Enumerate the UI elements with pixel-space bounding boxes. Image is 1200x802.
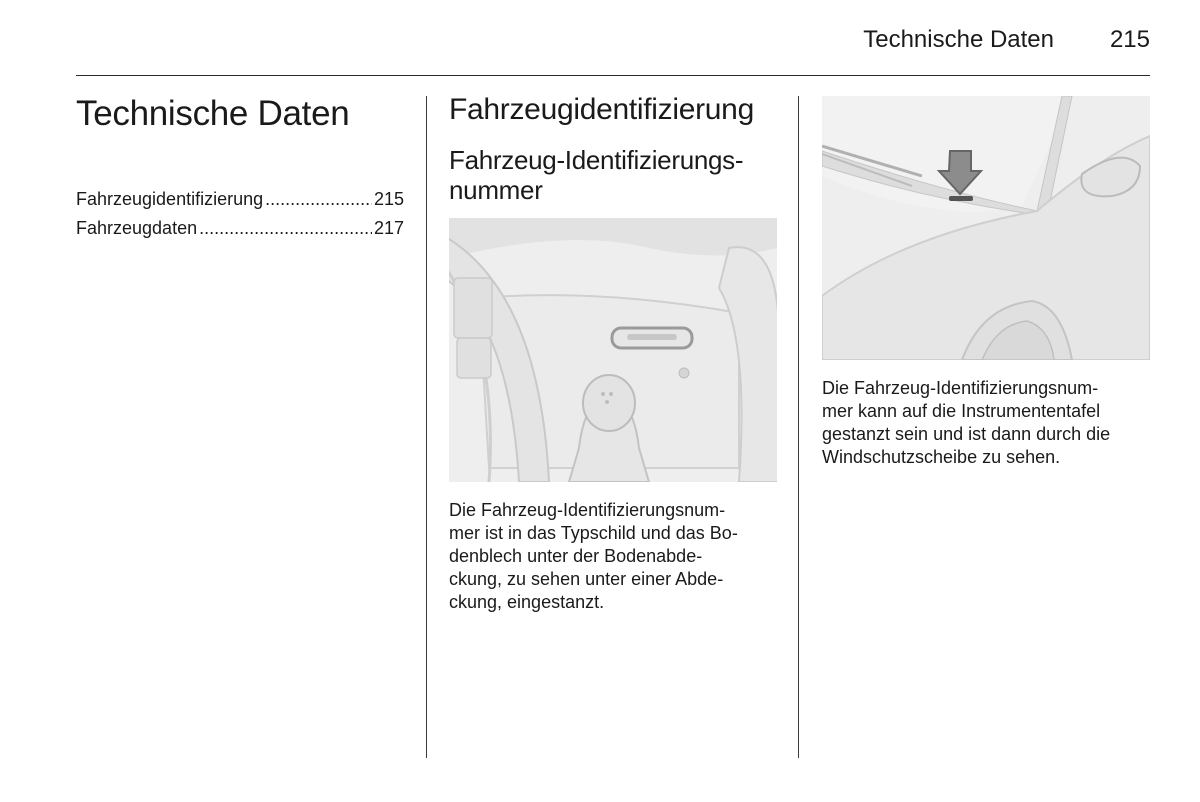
toc-entry-page: 215 [373, 189, 404, 209]
toc-entry-fahrzeugdaten[interactable] [76, 218, 404, 239]
subsection-title-line: nummer [449, 175, 543, 205]
paragraph-line: mer kann auf die Instrumententafel [822, 401, 1101, 421]
subsection-title-line: Fahrzeug-Identifizierungs- [449, 145, 744, 175]
paragraph-line: Die Fahrzeug-Identifizierungsnum- [822, 378, 1099, 398]
column-divider-right [798, 96, 799, 758]
column-divider-left [426, 96, 427, 758]
header-rule [76, 75, 1150, 76]
illustration-interior-vin-plate [449, 218, 777, 482]
paragraph-vin-floor [449, 499, 779, 614]
paragraph-line: Windschutzscheibe zu sehen. [822, 447, 1061, 467]
toc-entry-label: Fahrzeugidentifizierung [76, 189, 264, 209]
paragraph-line: gestanzt sein und ist dann durch die [822, 424, 1111, 444]
toc-leader-dots [265, 189, 372, 210]
page-number: 215 [1109, 26, 1150, 53]
paragraph-line: mer ist in das Typschild und das Bo- [449, 523, 738, 543]
subsection-title [449, 145, 779, 205]
toc-entry-fahrzeugidentifizierung[interactable] [76, 189, 404, 210]
toc-entry-label: Fahrzeugdaten [76, 218, 198, 238]
paragraph-vin-dashboard [822, 377, 1152, 469]
paragraph-line: denblech unter der Bodenabde- [449, 546, 703, 566]
illustration-windshield-vin [822, 96, 1150, 360]
toc-leader-dots [199, 218, 372, 239]
chapter-title: Technische Daten [76, 94, 350, 133]
paragraph-line: ckung, eingestanzt. [449, 592, 605, 612]
paragraph-line: Die Fahrzeug-Identifizierungsnum- [449, 500, 726, 520]
section-title: Fahrzeugidentifizierung [449, 93, 754, 126]
running-header-title: Technische Daten [863, 26, 1054, 53]
toc-entry-page: 217 [373, 218, 404, 238]
paragraph-line: ckung, zu sehen unter einer Abde- [449, 569, 724, 589]
